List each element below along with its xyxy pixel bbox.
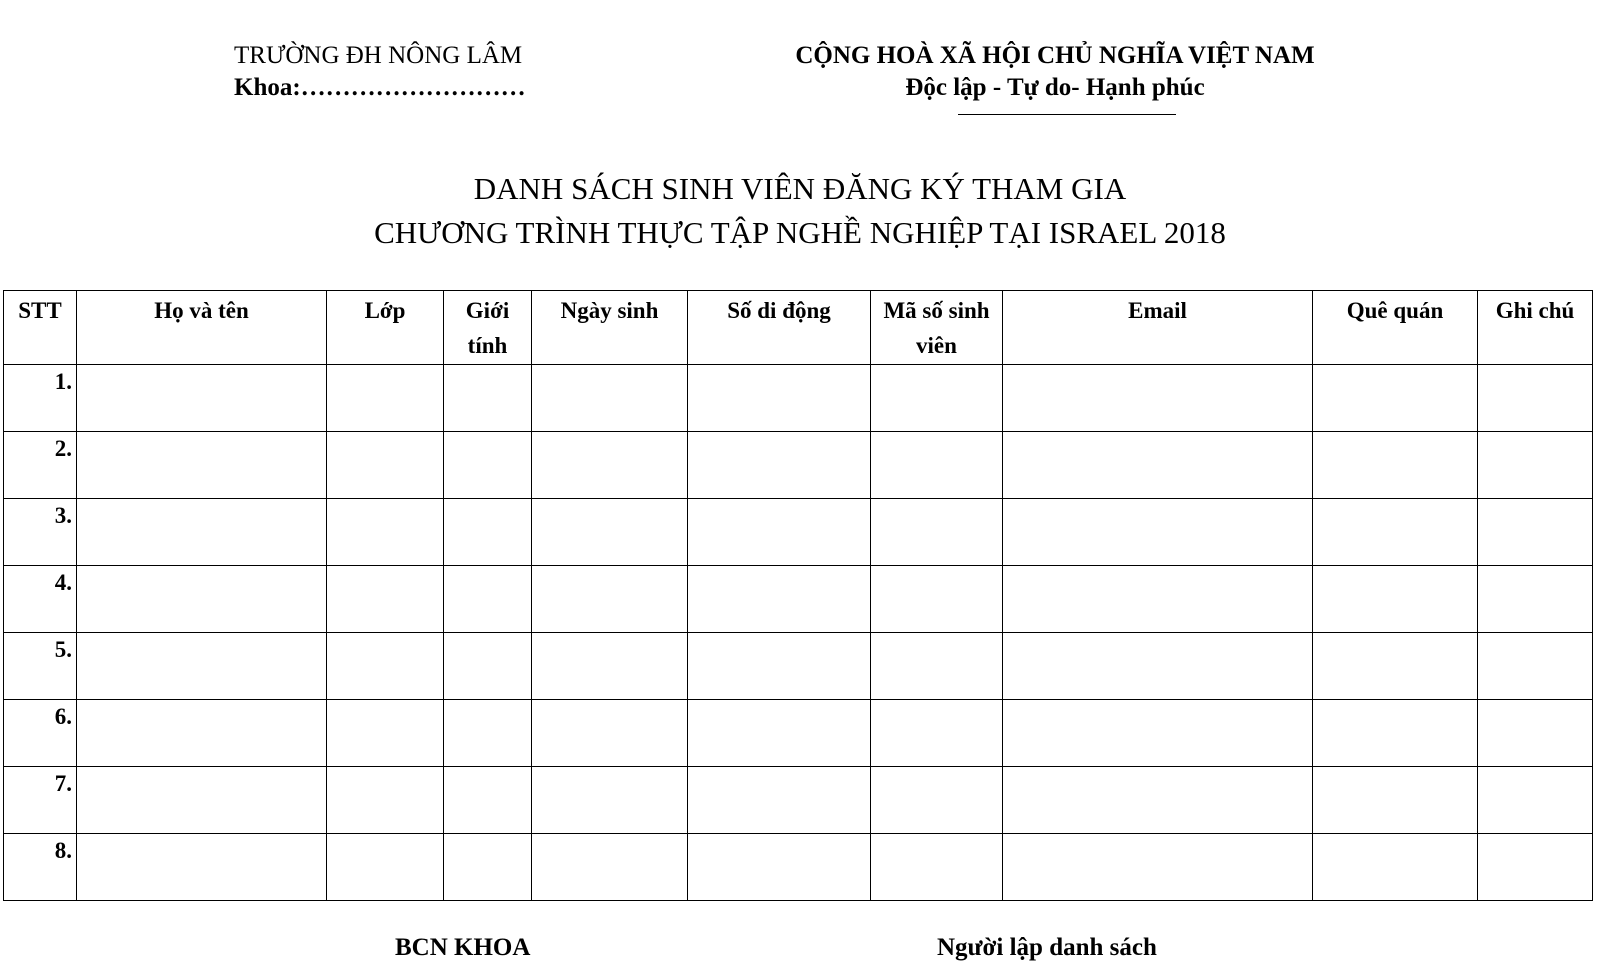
column-header-class: Lớp bbox=[327, 291, 444, 365]
row-number: 6. bbox=[4, 700, 77, 767]
table-row bbox=[4, 767, 1593, 834]
table-row bbox=[4, 365, 1593, 432]
table-body bbox=[4, 365, 1593, 901]
motto-underline bbox=[958, 114, 1176, 115]
title-line-2: CHƯƠNG TRÌNH THỰC TẬP NGHỀ NGHIỆP TẠI ISRAEL 2018 bbox=[374, 215, 1226, 250]
table-row bbox=[4, 700, 1593, 767]
column-header-student-id: Mã số sinh viên bbox=[871, 291, 1003, 365]
row-number: 5. bbox=[4, 633, 77, 700]
table-header-row bbox=[4, 291, 1593, 365]
column-header-note: Ghi chú bbox=[1478, 291, 1593, 365]
republic-name: CỘNG HOÀ XÃ HỘI CHỦ NGHĨA VIỆT NAM bbox=[795, 42, 1315, 69]
title-line-1: DANH SÁCH SINH VIÊN ĐĂNG KÝ THAM GIA bbox=[473, 171, 1127, 206]
column-header-hometown: Quê quán bbox=[1313, 291, 1478, 365]
motto: Độc lập - Tự do- Hạnh phúc bbox=[905, 74, 1205, 101]
faculty-field: Khoa:……………………… bbox=[234, 74, 526, 101]
school-name: TRƯỜNG ĐH NÔNG LÂM bbox=[234, 42, 523, 69]
column-header-birthdate: Ngày sinh bbox=[532, 291, 688, 365]
table-row bbox=[4, 432, 1593, 499]
document-title bbox=[0, 167, 1600, 255]
republic-header bbox=[770, 40, 1340, 104]
school-header bbox=[234, 40, 554, 104]
table-row bbox=[4, 834, 1593, 901]
table-row bbox=[4, 566, 1593, 633]
column-header-phone: Số di động bbox=[688, 291, 871, 365]
faculty-board-signature: BCN KHOA bbox=[395, 934, 531, 961]
registration-table bbox=[3, 290, 1593, 901]
row-number: 3. bbox=[4, 499, 77, 566]
row-number: 2. bbox=[4, 432, 77, 499]
list-maker-signature: Người lập danh sách bbox=[937, 934, 1157, 961]
column-header-name: Họ và tên bbox=[77, 291, 327, 365]
column-header-email: Email bbox=[1003, 291, 1313, 365]
row-number: 8. bbox=[4, 834, 77, 901]
column-header-stt: STT bbox=[4, 291, 77, 365]
table-row bbox=[4, 499, 1593, 566]
row-number: 1. bbox=[4, 365, 77, 432]
row-number: 4. bbox=[4, 566, 77, 633]
row-number: 7. bbox=[4, 767, 77, 834]
column-header-gender: Giới tính bbox=[444, 291, 532, 365]
table-row bbox=[4, 633, 1593, 700]
